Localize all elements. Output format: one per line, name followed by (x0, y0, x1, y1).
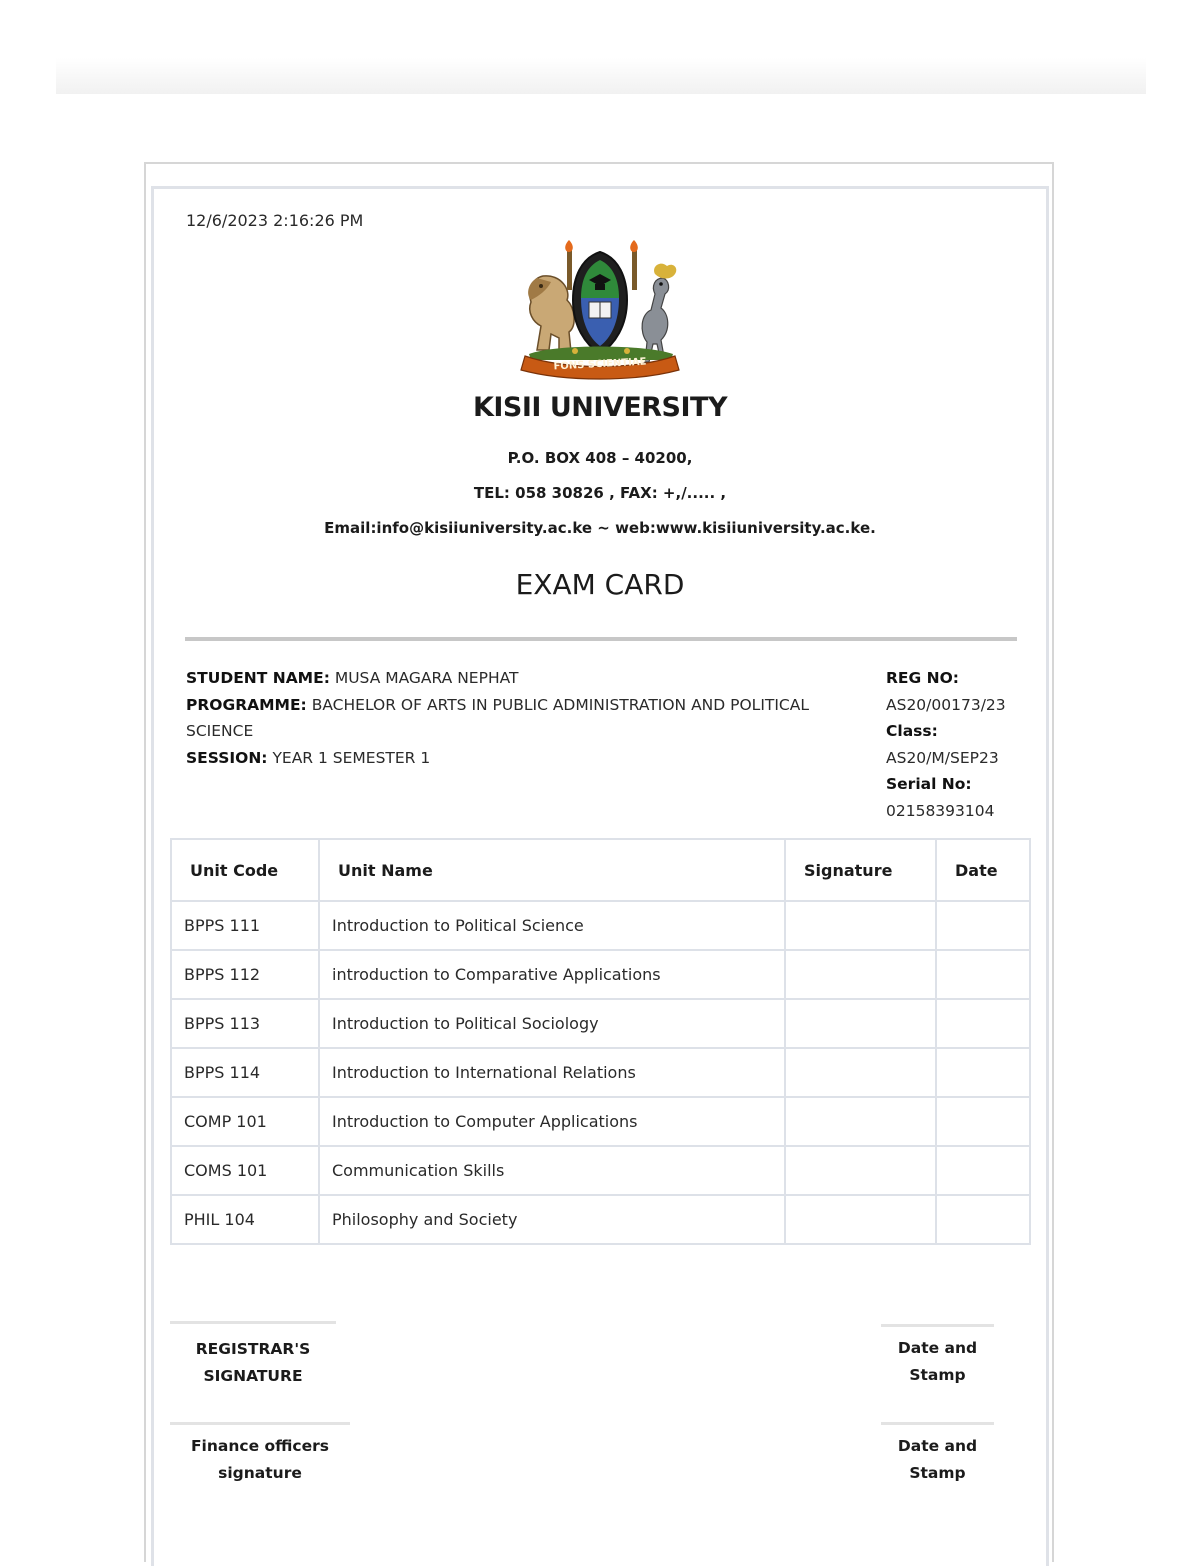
unit-name: Communication Skills (319, 1146, 785, 1195)
date-stamp-label-line2: Stamp (909, 1366, 966, 1384)
student-info (186, 665, 856, 771)
finance-signature-block (170, 1422, 350, 1487)
class-label: Class: (886, 722, 938, 740)
university-name: KISII UNIVERSITY (472, 392, 728, 423)
serial-no-value: 02158393104 (886, 801, 995, 820)
contact-line: TEL: 058 30826 , FAX: +,/..... , (473, 484, 727, 502)
unit-name: Philosophy and Society (319, 1195, 785, 1244)
programme-value: BACHELOR OF ARTS IN PUBLIC ADMINISTRATION AND POLITICAL SCIENCE (186, 695, 809, 740)
reg-no-label: REG NO: (886, 669, 959, 687)
date-cell (936, 901, 1030, 950)
session-row (186, 745, 856, 772)
student-name-label: STUDENT NAME: (186, 669, 330, 687)
date-cell (936, 1048, 1030, 1097)
date-stamp-block-2 (881, 1422, 994, 1487)
class-value: AS20/M/SEP23 (886, 748, 999, 767)
signature-cell (785, 1048, 936, 1097)
programme-row (186, 692, 856, 745)
table-row (171, 1097, 1030, 1146)
table-row (171, 1195, 1030, 1244)
registrar-label-line1: REGISTRAR'S (195, 1340, 311, 1358)
unit-name: Introduction to Political Science (319, 901, 785, 950)
registration-info (886, 665, 1036, 824)
title-divider (185, 637, 1017, 641)
page-top-shadow (56, 58, 1146, 94)
registrar-signature-block (170, 1321, 336, 1390)
date-stamp-block-1 (881, 1324, 994, 1389)
email-web-line: Email:info@kisiiuniversity.ac.ke ~ web:www.kisiiuniversity.ac.ke. (324, 519, 876, 537)
header-unit-code: Unit Code (171, 839, 319, 901)
serial-no-label: Serial No: (886, 775, 972, 793)
date-cell (936, 1146, 1030, 1195)
table-row (171, 950, 1030, 999)
unit-code: COMP 101 (171, 1097, 319, 1146)
finance-label-line1: Finance officers (190, 1437, 330, 1455)
signature-cell (785, 901, 936, 950)
reg-no-value: AS20/00173/23 (886, 695, 1006, 714)
signature-cell (785, 999, 936, 1048)
document-title: EXAM CARD (515, 568, 685, 601)
print-timestamp: 12/6/2023 2:16:26 PM (186, 211, 364, 230)
signature-cell (785, 1146, 936, 1195)
student-name: MUSA MAGARA NEPHAT (334, 669, 519, 687)
date-cell (936, 1097, 1030, 1146)
unit-code: BPPS 114 (171, 1048, 319, 1097)
unit-name: introduction to Comparative Applications (319, 950, 785, 999)
crest-motto: FONS SCIENTIAE (553, 356, 647, 373)
session-value: YEAR 1 SEMESTER 1 (272, 748, 431, 767)
signature-cell (785, 1097, 936, 1146)
units-table (170, 838, 1031, 1245)
unit-code: BPPS 111 (171, 901, 319, 950)
date-cell (936, 950, 1030, 999)
postal-address: P.O. BOX 408 – 40200, (507, 449, 693, 467)
unit-name: Introduction to International Relations (319, 1048, 785, 1097)
date-stamp-label-line1: Date and (897, 1339, 978, 1357)
date-cell (936, 1195, 1030, 1244)
units-table-header (171, 839, 1030, 901)
session-label: SESSION: (186, 748, 268, 767)
unit-name: Introduction to Computer Applications (319, 1097, 785, 1146)
table-row (171, 1048, 1030, 1097)
date-cell (936, 999, 1030, 1048)
unit-name: Introduction to Political Sociology (319, 999, 785, 1048)
student-name-row (186, 665, 856, 692)
unit-code: COMS 101 (171, 1146, 319, 1195)
table-row (171, 1146, 1030, 1195)
programme-label: PROGRAMME: (186, 695, 307, 714)
signature-cell (785, 950, 936, 999)
header-date: Date (936, 839, 1030, 901)
date-stamp-label-line1: Date and (897, 1437, 978, 1455)
finance-label-line2: signature (218, 1464, 302, 1482)
header-unit-name: Unit Name (319, 839, 785, 901)
unit-code: PHIL 104 (171, 1195, 319, 1244)
header-signature: Signature (785, 839, 936, 901)
signature-cell (785, 1195, 936, 1244)
date-stamp-label-line2: Stamp (909, 1464, 966, 1482)
table-row (171, 901, 1030, 950)
table-row (171, 999, 1030, 1048)
unit-code: BPPS 112 (171, 950, 319, 999)
registrar-label-line2: SIGNATURE (203, 1367, 303, 1385)
unit-code: BPPS 113 (171, 999, 319, 1048)
